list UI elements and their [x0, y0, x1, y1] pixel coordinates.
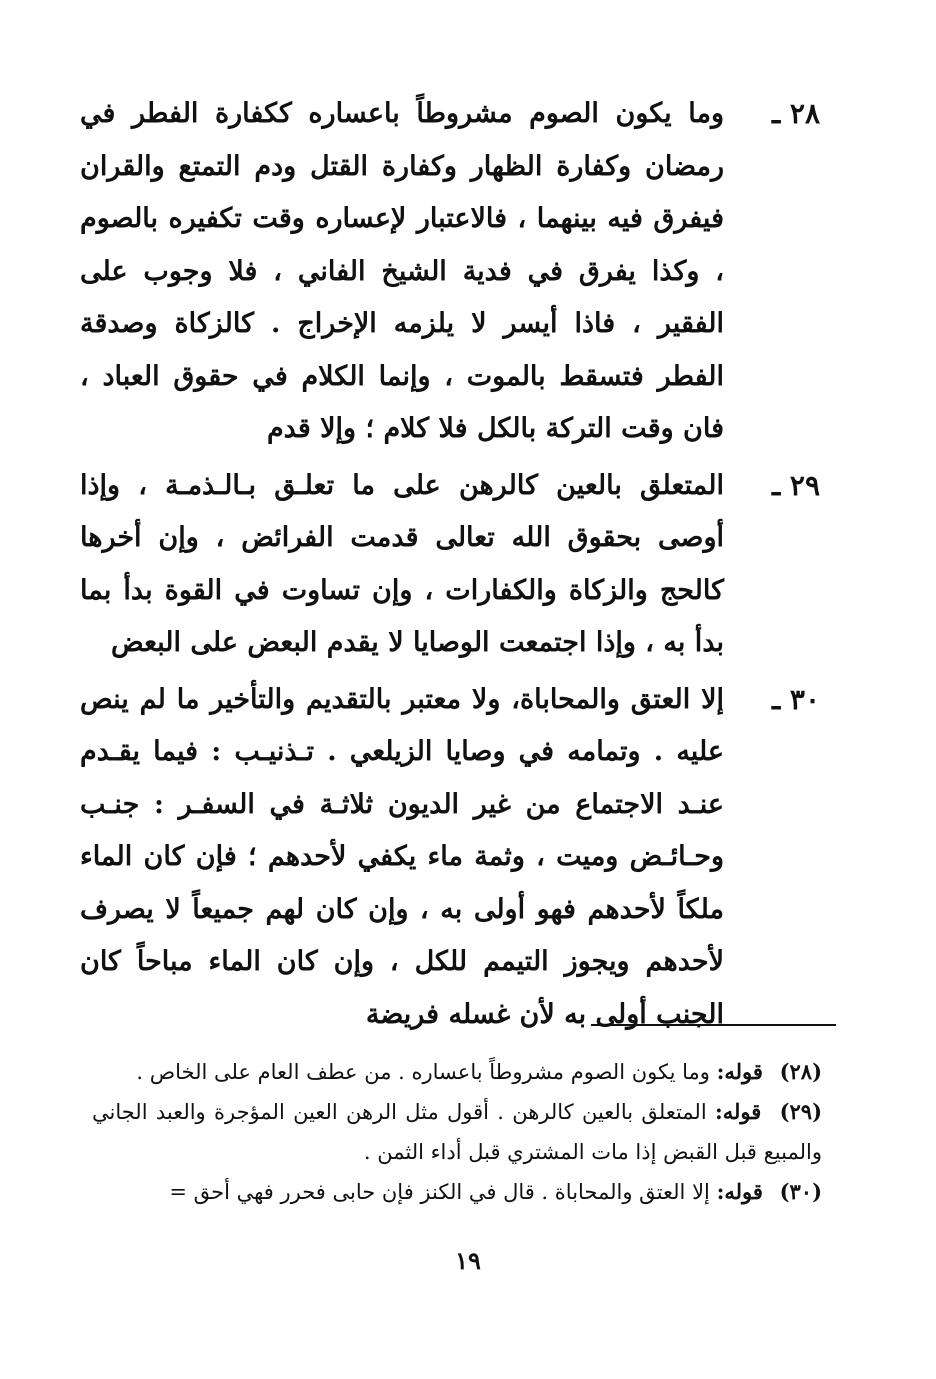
footnote-keyword: قوله:	[714, 1099, 762, 1124]
footnote-number: (٢٨)	[779, 1059, 822, 1084]
footnote-keyword: قوله:	[716, 1059, 763, 1084]
entry-text: وما يكون الصوم مشروطاً باعساره ككفارة الفطر في رمضان وكفارة الظهار وكفارة القتل ودم التمتع والقران فيفرق فيه بينهما ، فالاعتبار لإعساره وقت تكفيره بالصوم ، وكذا يفرق في فدية الشيخ الفاني ، فلا وجوب على الفقير ، فاذا أيسر لا يلزمه الإخراج . كالزكاة وصدقة الفطر فتسقط بالموت ، وإنما الكلام في حقوق العباد ، فان وقت التركة بالكل فلا كلام ؛ وإلا قدم	[80, 98, 724, 444]
footnotes	[92, 1052, 822, 1212]
entry-text: المتعلق بالعين كالرهن على ما تعلـق بـالـذمـة ، وإذا أوصى بحقوق الله تعالى قدمت الفرائض ، وإن أخرها كالحج والزكاة والكفارات ، وإن تساوت في القوة بدأ بما بدأ به ، وإذا اجتمعت الوصايا لا يقدم البعض على البعض	[80, 469, 724, 658]
entry-28	[80, 88, 820, 456]
main-text	[80, 88, 820, 1045]
entry-text: إلا العتق والمحاباة، ولا معتبر بالتقديم والتأخير ما لم ينص عليه . وتمامه في وصايا الزيلعي . تـذنيـب : فيما يقـدم عنـد الاجتماع من غير الديون ثلاثـة في السفـر : جنـب وحـائـض وميت ، وثمة ماء يكفي لأحدهم ؛ فإن كان الماء ملكاً لأحدهم فهو أولى به ، وإن كان لهم جميعاً لا يصرف لأحدهم ويجوز التيمم للكل ، وإن كان الماء مباحاً كان الجنب أولى به لأن غسله فريضة	[80, 683, 724, 1030]
entry-number: ٢٨ ـ	[771, 97, 820, 130]
footnote-30	[92, 1172, 822, 1212]
footnote-text: وما يكون الصوم مشروطاً باعساره . من عطف العام على الخاص .	[136, 1060, 710, 1084]
footnote-keyword: قوله:	[716, 1179, 763, 1204]
page-number: ١٩	[455, 1246, 481, 1275]
footnote-28	[92, 1052, 822, 1092]
footnote-number: (٣٠)	[779, 1179, 822, 1204]
footnote-29	[92, 1092, 822, 1172]
entry-number: ٣٠ ـ	[771, 682, 820, 716]
entry-29	[80, 460, 820, 670]
footnote-text: إلا العتق والمحاباة . قال في الكنز فإن حابى فحرر فهي أحق =	[169, 1180, 710, 1204]
entry-number: ٢٩ ـ	[771, 468, 820, 502]
footnote-text: المتعلق بالعين كالرهن . أقول مثل الرهن العين المؤجرة والعبد الجاني والمبيع قبل القبض إذا مات المشتري قبل أداء الثمن .	[92, 1100, 822, 1164]
entry-30	[80, 674, 820, 1042]
footnote-separator	[591, 1024, 836, 1026]
footnote-number: (٢٩)	[779, 1099, 822, 1124]
